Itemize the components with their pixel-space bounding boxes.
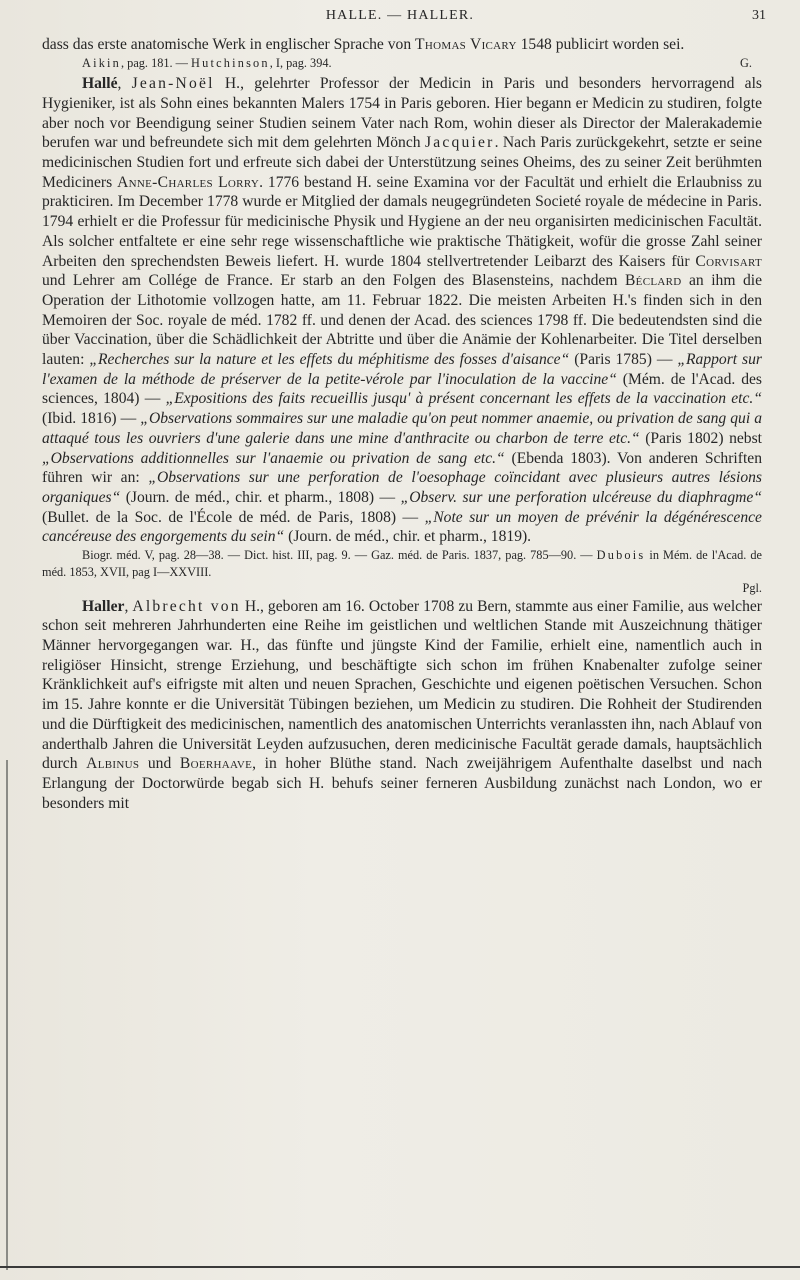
work-title: „Expositions des faits recueillis jusqu' à présent concernant les effets de la vaccination etc.“: [165, 390, 762, 408]
entry-text: (Journ. de méd., chir. et pharm., 1819).: [284, 528, 532, 546]
author-signature: G.: [740, 55, 752, 70]
source-text: , pag. 181. —: [121, 55, 188, 70]
source-text: , I, pag. 394.: [269, 55, 332, 70]
person-name: Thomas Vicary: [415, 36, 517, 53]
entry-text: H., geboren am 16. October 1708 zu Bern, stammte aus einer Familie, aus welcher schon seit mehreren Jahrhunderten eine Reihe im geistlichen und weltlichen Stande mit Auszeichnung thätiger Männer hervorgegangen war. H., das fünfte und jüngste Kind der Familie, erhielt eine, namentlich auch in religiöser Hinsicht, strenge Erziehung, und beschäftigte sich schon im frühen Knabenalter zufolge seiner Kränklichkeit auf's eifrigste mit alten und neuen Sprachen, Geschichte und eigenen poëtischen Versuchen. Schon im 15. Jahre konnte er die Universität Tübingen beziehen, um Medicin zu studiren. Die Rohheit der Studirenden und die Dürftigkeit des medicinischen, namentlich des anatomischen Unterrichts veranlassten ihn, nach Ablauf von anderthalb Jahren die Universität Leyden aufzusuchen, deren medicinische Facultät gerade damals, hauptsächlich durch: [42, 597, 763, 773]
person-name: Corvisart: [695, 252, 762, 270]
source-author: Dubois: [596, 548, 646, 563]
person-name: Jacquier: [425, 134, 495, 152]
source-text: in Mém. de l'Acad. de méd. 1853, XVII, pag I—XXVIII.: [42, 548, 762, 579]
source-text: Biogr. méd. V, pag. 28—38. — Dict. hist. III, pag. 9. — Gaz. méd. de Paris. 1837, pag. 785—90. —: [82, 548, 597, 563]
entry-text: (Ibid. 1816) —: [42, 410, 141, 428]
page-header: [0, 8, 800, 30]
entry-text: (Paris 1802) nebst: [639, 429, 762, 447]
page-bottom-rule: [0, 1266, 800, 1268]
entry-text: . 1776 bestand H. seine Examina vor der Facultät und erhielt die Erlaubniss zu prakticiren. Im December 1778 wurde er Mitglied der damals neugegründeten Societé royale de médecine in Paris. 1794 erhielt er die Professur für medicinische Physik und Hygiene an der neu organisirten medicinischen Facultät. Als solcher entfaltete er eine sehr rege wissenschaftliche wie praktische Thätigkeit, wofür die grosse Zahl seiner Arbeiten den sprechendsten Beweis liefert. H. wurde 1804 stellvertretender Leibarzt des Kaisers für: [42, 173, 762, 270]
entry-text: H., gelehrter Professor der Medicin in Paris und besonders hervorragend als Hygieniker, ist als Sohn eines bekannten Malers 1754 in Paris geboren. Hier begann er Medicin zu studiren, folgte aber noch vor Beendigung seiner Studien seinem Vater nach Rom, wohin dieser als Director der Malerakademie berufen war und befreundete sich mit dem gelehrten Mönch: [42, 75, 762, 152]
work-title: „Observations sur une perforation de l'oesophage coïncidant avec plusieurs autres lésions organiques“: [42, 469, 762, 506]
entry-text: (Bullet. de la Soc. de l'École de méd. de Paris, 1808) —: [42, 508, 425, 526]
body-text: [42, 35, 762, 813]
work-title: „Rapport sur l'examen de la méthode de préserver de la petite-vérole par l'inoculation de la vaccine“: [42, 351, 762, 388]
entry-text: (Mém. de l'Acad. des sciences, 1804) —: [42, 370, 763, 408]
entry-given-name: Albrecht von: [132, 597, 241, 615]
entry-text: (Ebenda 1803). Von anderen Schriften führen wir an:: [42, 449, 762, 487]
entry-lemma: Haller: [82, 597, 125, 615]
entry-text: (Journ. de méd., chir. et pharm., 1808) —: [120, 488, 401, 506]
person-name: Boerhaave: [179, 755, 253, 773]
entry-halle: Hallé, Jean-Noël H., gelehrter Professor der Medicin in Paris und besonders hervorragend als Hygieniker, ist als Sohn eines bekannten Malers 1754 in Paris geboren. Hier begann er Medicin zu studiren, folgte aber noch vor Beendigung seiner Studien seinem Vater nach Rom, wohin dieser als Director der Malerakademie berufen war und befreundete sich mit dem gelehrten Mönch Jacquier. Nach Paris zurückgekehrt, setzte er seine medicinischen Studien fort und erfreute sich dabei der Unterstützung seines Oheims, des zu seiner Zeit berühmten Mediciners Anne-Charles Lorry. 1776 bestand H. seine Examina vor der Facultät und erhielt die Erlaubniss zu prakticiren. Im December 1778 wurde er Mitglied der damals neugegründeten Societé royale de médecine in Paris. 1794 erhielt er die Professur für medicinische Physik und Hygiene an der neu organisirten medicinischen Facultät. Als solcher entfaltete er eine sehr rege wissenschaftliche wie praktische Thätigkeit, wofür die grosse Zahl seiner Arbeiten den sprechendsten Beweis liefert. H. wurde 1804 stellvertretender Leibarzt des Kaisers für Corvisart und Lehrer am Collége de France. Er starb an den Folgen des Blasensteins, nachdem Béclard an ihm die Operation der Lithotomie vollzogen hatte, am 11. Februar 1822. Die meisten Arbeiten H.'s finden sich in den Memoiren der Soc. royale de méd. 1782 ff. und denen der Acad. des sciences 1798 ff. Die bedeutendsten sind die über Vaccination, über die Schädlichkeit der Abtritte und über die Anämie der Kohlenarbeiter. Die Titel derselben lauten: „Recherches sur la nature et les effets du méphitisme des fosses d'aisance“ (Paris 1785) — „Rapport sur l'examen de la méthode de préserver de la petite-vérole par l'inoculation de la vaccine“ (Mém. de l'Acad. des sciences, 1804) — „Expositions des faits recueillis jusqu' à présent concernant les effets de la vaccination etc.“ (Ibid. 1816) — „Observations sommaires sur une maladie qu'on peut nommer anaemie, ou privation de sang qui a attaqué tous les ouvriers d'une galerie dans une mine d'anthracite ou charbon de terre etc.“ (Paris 1802) nebst „Observations additionnelles sur l'anaemie ou privation de sang etc.“ (Ebenda 1803). Von anderen Schriften führen wir an: „Observations sur une perforation de l'oesophage coïncidant avec plusieurs autres lésions organiques“ (Journ. de méd., chir. et pharm., 1808) — „Observ. sur une perforation ulcéreuse du diaphragme“ (Bullet. de la Soc. de l'École de méd. de Paris, 1808) — „Note sur un moyen de prévénir la dégénérescence cancéreuse des engorgements du sein“ (Journ. de méd., chir. et pharm., 1819).: [42, 75, 763, 546]
person-name: Albinus: [86, 755, 140, 773]
source-author: Aikin: [82, 55, 122, 70]
entry-text: (Paris 1785) —: [569, 351, 678, 369]
work-title: „Observations sommaires sur une maladie qu'on peut nommer anaemie, ou privation de sang qui a attaqué tous les ouvriers d'une galerie dans une mine d'anthracite ou charbon de terre etc.“: [42, 410, 762, 447]
intro-paragraph: [42, 35, 762, 55]
author-signature: Pgl.: [742, 581, 762, 596]
source-author: Hutchinson: [191, 55, 270, 70]
work-title: „Observ. sur une perforation ulcéreuse du diaphragme“: [400, 488, 762, 506]
entry-text: und: [139, 755, 180, 773]
entry-haller: Haller, Albrecht von H., geboren am 16. October 1708 zu Bern, stammte aus einer Familie, aus welcher schon seit mehreren Jahrhunderten eine Reihe im geistlichen und weltlichen Stande mit Auszeichnung thätiger Männer hervorgegangen war. H., das fünfte und jüngste Kind der Familie, erhielt eine, namentlich auch in religiöser Hinsicht, strenge Erziehung, und beschäftigte sich schon im frühen Knabenalter zufolge seiner Kränklichkeit auf's eifrigste mit alten und neuen Sprachen, Geschichte und eigenen poëtischen Versuchen. Schon im 15. Jahre konnte er die Universität Tübingen beziehen, um Medicin zu studiren. Die Rohheit der Studirenden und die Dürftigkeit des medicinischen, namentlich des anatomischen Unterrichts veranlassten ihn, nach Ablauf von anderthalb Jahren die Universität Leyden aufzusuchen, deren medicinische Facultät gerade damals, hauptsächlich durch Albinus und Boerhaave, in hoher Blüthe stand. Nach zweijährigem Aufenthalte daselbst und nach Erlangung der Doctorwürde begab sich H. behufs seiner ferneren Ausbildung zunächst nach London, wo er besonders mit: [42, 597, 763, 812]
entry-text: . Nach Paris zurückgekehrt, setzte er seine medicinischen Studien fort und erfreute sich dabei der Unterstützung seines Oheims, des zu seiner Zeit berühmten Mediciners: [42, 134, 762, 191]
intro-text: 1548 publicirt worden sei.: [520, 36, 685, 53]
entry-text: an ihm die Operation der Lithotomie vollzogen hatte, am 11. Februar 1822. Die meisten Arbeiten H.'s finden sich in den Memoiren der Soc. royale de méd. 1782 ff. und denen der Acad. des sciences 1798 ff. Die bedeutendsten sind die über Vaccination, über die Schädlichkeit der Abtritte und über die Anämie der Kohlenarbeiter. Die Titel derselben lauten:: [42, 272, 762, 369]
running-head: HALLE. — HALLER.: [325, 8, 475, 23]
intro-text: dass das erste anatomische Werk in englischer Sprache von: [42, 36, 412, 53]
work-title: „Recherches sur la nature et les effets du méphitisme des fosses d'aisance“: [89, 351, 570, 369]
page-edge-shadow: [6, 760, 8, 1270]
person-name: Béclard: [624, 272, 682, 290]
work-title: „Observations additionnelles sur l'anaemie ou privation de sang etc.“: [42, 449, 505, 467]
work-title: „Note sur un moyen de prévénir la dégénérescence cancéreuse des engorgements du sein“: [42, 508, 762, 546]
entry-lemma: Hallé: [82, 75, 118, 93]
entry-text: und Lehrer am Collége de France. Er starb an den Folgen des Blasensteins, nachdem: [42, 272, 625, 290]
entry-text: , in hoher Blüthe stand. Nach zweijährigem Aufenthalte daselbst und nach Erlangung der Doctorwürde begab sich H. behufs seiner ferneren Ausbildung zunächst nach London, wo er besonders mit: [42, 755, 763, 812]
halle-sources: [42, 547, 762, 580]
entry-given-name: Jean-Noël: [131, 75, 215, 93]
intro-sources: [42, 55, 762, 72]
page-number: 31: [752, 8, 766, 23]
person-name: Anne-Charles Lorry: [117, 173, 260, 191]
